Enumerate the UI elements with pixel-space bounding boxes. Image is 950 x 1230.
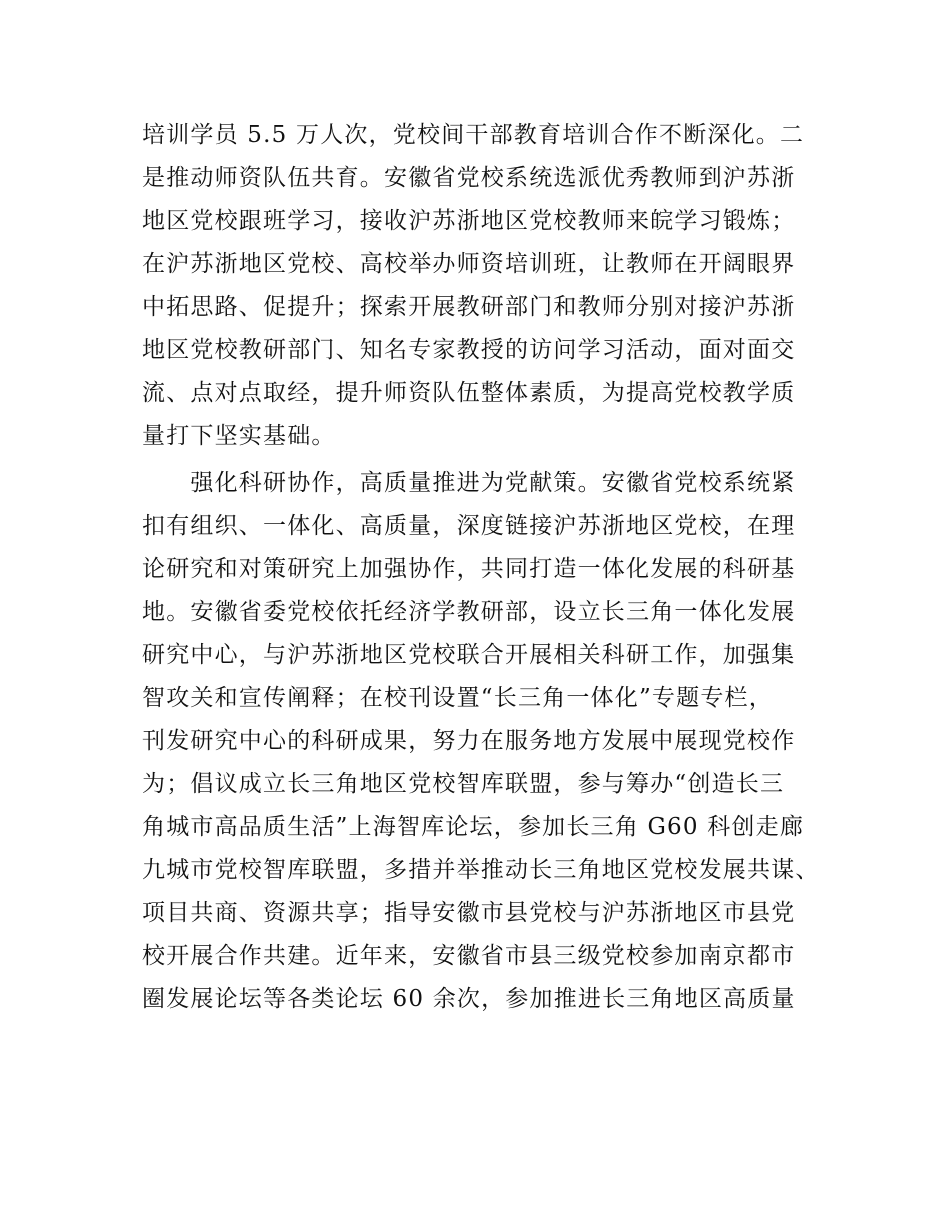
text-line: 项目共商、资源共享；指导安徽市县党校与沪苏浙地区市县党 bbox=[142, 900, 796, 926]
text-line: 角城市高品质生活”上海智库论坛，参加长三角 G60 科创走廊 bbox=[142, 814, 805, 840]
text-line: 在沪苏浙地区党校、高校举办师资培训班，让教师在开阔眼界 bbox=[142, 251, 796, 277]
text-line: 培训学员 5.5 万人次，党校间干部教育培训合作不断深化。二 bbox=[142, 122, 805, 148]
paragraph-teacher-training bbox=[142, 114, 832, 458]
text-line: 扣有组织、一体化、高质量，深度链接沪苏浙地区党校，在理 bbox=[142, 513, 796, 539]
text-line: 为；倡议成立长三角地区党校智库联盟，参与筹办“创造长三 bbox=[142, 771, 785, 797]
text-line: 是推动师资队伍共育。安徽省党校系统选派优秀教师到沪苏浙 bbox=[142, 165, 796, 191]
text-line: 研究中心，与沪苏浙地区党校联合开展相关科研工作，加强集 bbox=[142, 642, 796, 668]
text-line: 地。安徽省委党校依托经济学教研部，设立长三角一体化发展 bbox=[142, 599, 796, 625]
text-line: 论研究和对策研究上加强协作，共同打造一体化发展的科研基 bbox=[142, 556, 796, 582]
text-line: 流、点对点取经，提升师资队伍整体素质，为提高党校教学质 bbox=[142, 380, 796, 406]
text-line: 圈发展论坛等各类论坛 60 余次，参加推进长三角地区高质量 bbox=[142, 986, 796, 1012]
text-line: 地区党校教研部门、知名专家教授的访问学习活动，面对面交 bbox=[142, 337, 796, 363]
text-line: 量打下坚实基础。 bbox=[142, 423, 336, 449]
text-line: 刊发研究中心的科研成果，努力在服务地方发展中展现党校作 bbox=[142, 728, 796, 754]
text-line: 九城市党校智库联盟，多措并举推动长三角地区党校发展共谋、 bbox=[142, 857, 820, 883]
paragraph-research-collaboration bbox=[142, 462, 832, 1021]
document-body bbox=[142, 114, 832, 1025]
text-line: 强化科研协作，高质量推进为党献策。安徽省党校系统紧 bbox=[142, 470, 796, 496]
text-line: 地区党校跟班学习，接收沪苏浙地区党校教师来皖学习锻炼； bbox=[142, 208, 796, 234]
text-line: 智攻关和宣传阐释；在校刊设置“长三角一体化”专题专栏， bbox=[142, 685, 773, 711]
text-line: 校开展合作共建。近年来，安徽省市县三级党校参加南京都市 bbox=[142, 943, 796, 969]
text-line: 中拓思路、促提升；探索开展教研部门和教师分别对接沪苏浙 bbox=[142, 294, 796, 320]
